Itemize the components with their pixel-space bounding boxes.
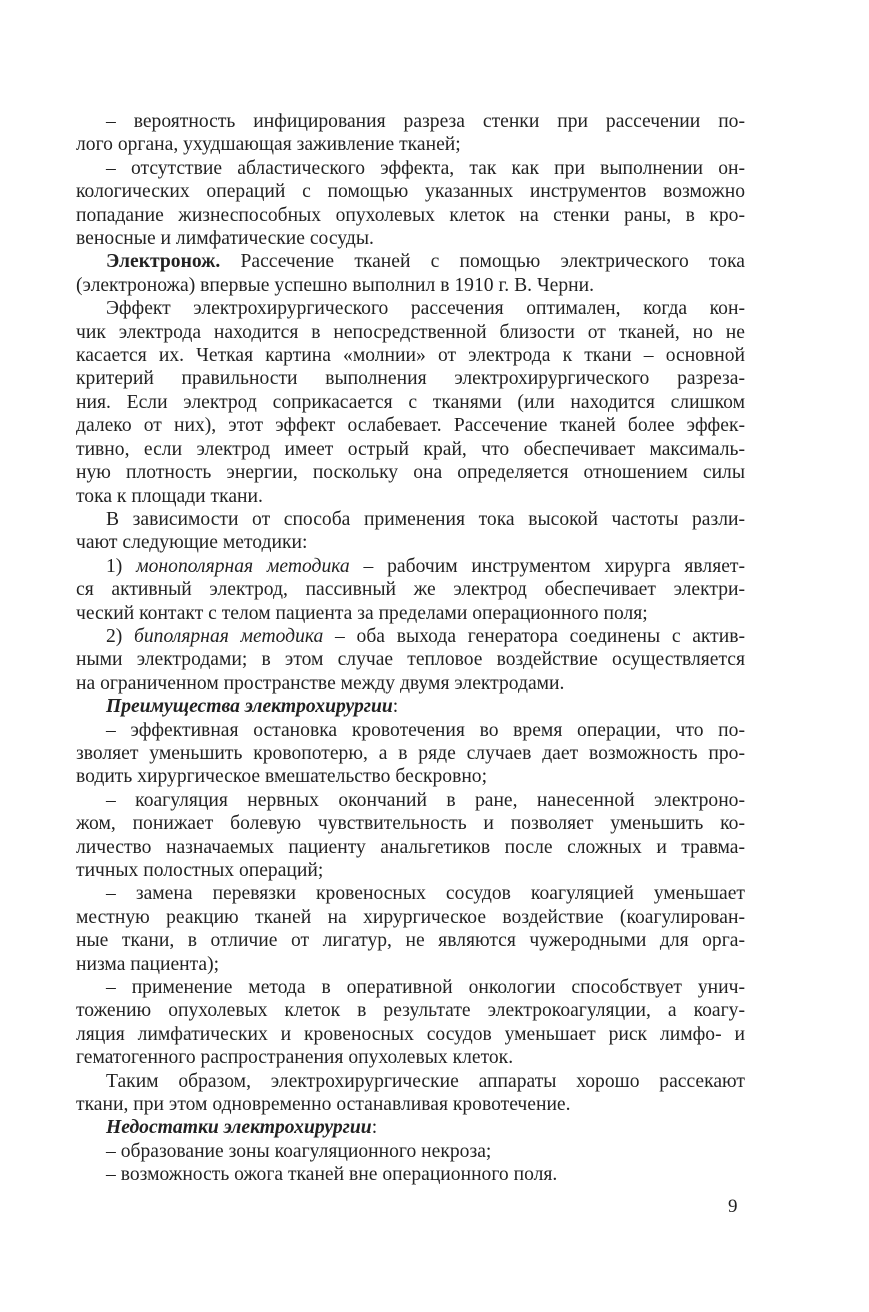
text-line: В зависимости от способа применения тока высокой частоты разли- [106, 508, 745, 530]
text-line: далеко от них), этот эффект ослабевает. Рассечение тканей более эффек- [76, 415, 745, 437]
heading-disadvantages [76, 1116, 745, 1139]
page-number: 9 [728, 1196, 738, 1217]
text-line [76, 695, 745, 718]
text-fragment: : [392, 696, 399, 718]
text-line [76, 1116, 745, 1139]
text-line: ные ткани, в отличие от лигатур, не являются чужеродными для орга- [76, 930, 745, 952]
text-line [76, 250, 745, 273]
text-fragment: : [371, 1117, 378, 1139]
term-monopolar: монополярная методика [136, 555, 350, 577]
section-heading-advantages: Преимущества электрохирургии [106, 696, 393, 718]
advantage-item [76, 976, 745, 1070]
list-item-bipolar [76, 625, 745, 695]
advantage-item [76, 789, 745, 883]
disadvantage-item [76, 1140, 745, 1163]
paragraph-infection-risk [76, 110, 745, 157]
text-line: низма пациента); [76, 953, 220, 975]
list-item-monopolar [76, 555, 745, 625]
text-line: тока к площади ткани. [76, 485, 263, 507]
text-line: водить хирургическое вмешательство бескровно; [76, 766, 488, 788]
section-heading-disadvantages: Недостатки электрохирургии [106, 1117, 372, 1139]
text-line: чают следующие методики: [76, 532, 308, 554]
text-line: Эффект электрохирургического рассечения оптимален, когда кон- [106, 298, 745, 320]
paragraph-conclusion [76, 1070, 745, 1117]
list-number: 2) [106, 625, 135, 647]
text-line: – вероятность инфицирования разреза стенки при рассечении по- [106, 111, 745, 132]
list-number: 1) [106, 555, 137, 577]
paragraph-effect [76, 297, 745, 508]
text-line: тожению опухолевых клеток в результате электрокоагуляции, а коагу- [76, 1000, 745, 1022]
text-line: местную реакцию тканей на хирургическое воздействие (коагулирован- [76, 906, 745, 928]
text-line [76, 625, 745, 648]
heading-advantages [76, 695, 745, 718]
text-fragment: – рабочим инструментом хирурга являет- [349, 555, 745, 577]
disadvantage-item [76, 1163, 745, 1186]
text-line: касается их. Четкая картина «молнии» от электрода к ткани – основной [76, 345, 745, 367]
term-bipolar: биполярная методика [134, 625, 324, 647]
text-line: тичных полостных операций; [76, 860, 324, 881]
text-fragment: Рассечение тканей с помощью электрического тока [220, 251, 745, 273]
text-line: тивно, если электрод имеет острый край, что обеспечивает максималь- [76, 438, 745, 460]
advantage-item [76, 719, 745, 789]
paragraph-methods-intro [76, 508, 745, 555]
text-line: веносные и лимфатические сосуды. [76, 228, 374, 250]
text-line: личество назначаемых пациенту анальгетиков после сложных и травма- [76, 836, 745, 858]
text-line: на ограниченном пространстве между двумя электродами. [76, 672, 565, 694]
text-line: критерий правильности выполнения электрохирургического разреза- [76, 368, 745, 390]
text-line: зволяет уменьшить кровопотерю, а в ряде случаев дает возможность про- [76, 742, 745, 764]
text-line: попадание жизнеспособных опухолевых клеток на стенки раны, в кро- [76, 204, 745, 226]
text-line: (электроножа) впервые успешно выполнил в 1910 г. В. Черни. [76, 274, 595, 296]
text-line: – образование зоны коагуляционного некроза; [106, 1140, 492, 1162]
paragraph-ablastic [76, 157, 745, 251]
text-line: ляция лимфатических и кровеносных сосудов уменьшает риск лимфо- и [76, 1023, 745, 1045]
advantage-item [76, 882, 745, 976]
document-page [76, 110, 745, 1187]
text-line: – возможность ожога тканей вне операционного поля. [106, 1164, 558, 1186]
text-line: кологических операций с помощью указанных инструментов возможно [76, 181, 745, 203]
text-line: ную плотность энергии, поскольку она определяется отношением силы [76, 462, 745, 484]
text-line: ния. Если электрод соприкасается с тканями (или находится слишком [76, 391, 745, 413]
text-line: Таким образом, электрохирургические аппараты хорошо рассекают [106, 1070, 745, 1092]
text-line: жом, понижает болевую чувствительность и позволяет уменьшить ко- [76, 813, 745, 835]
text-line: – эффективная остановка кровотечения во время операции, что по- [106, 719, 745, 741]
text-fragment: – оба выхода генератора соединены с актив- [323, 625, 745, 647]
text-line: – замена перевязки кровеносных сосудов коагуляцией уменьшает [106, 883, 745, 905]
text-line: лого органа, ухудшающая заживление тканей; [76, 134, 461, 156]
text-line: – отсутствие абластического эффекта, так как при выполнении он- [106, 157, 745, 179]
text-line [76, 555, 745, 578]
text-line: ными электродами; в этом случае тепловое воздействие осуществляется [76, 649, 745, 671]
text-line: – применение метода в оперативной онкологии способствует унич- [106, 977, 745, 999]
text-line: – коагуляция нервных окончаний в ране, нанесенной электроно- [106, 789, 745, 811]
text-line: ткани, при этом одновременно останавливая кровотечение. [76, 1094, 571, 1116]
text-line: гематогенного распространения опухолевых клеток. [76, 1047, 514, 1069]
text-line: ческий контакт с телом пациента за пределами операционного поля; [76, 602, 648, 624]
text-line: чик электрода находится в непосредственной близости от тканей, но не [76, 321, 745, 343]
text-line: ся активный электрод, пассивный же электрод обеспечивает электри- [76, 579, 745, 601]
section-heading-electroknife: Электронож. [106, 251, 221, 273]
paragraph-electroknife [76, 250, 745, 297]
